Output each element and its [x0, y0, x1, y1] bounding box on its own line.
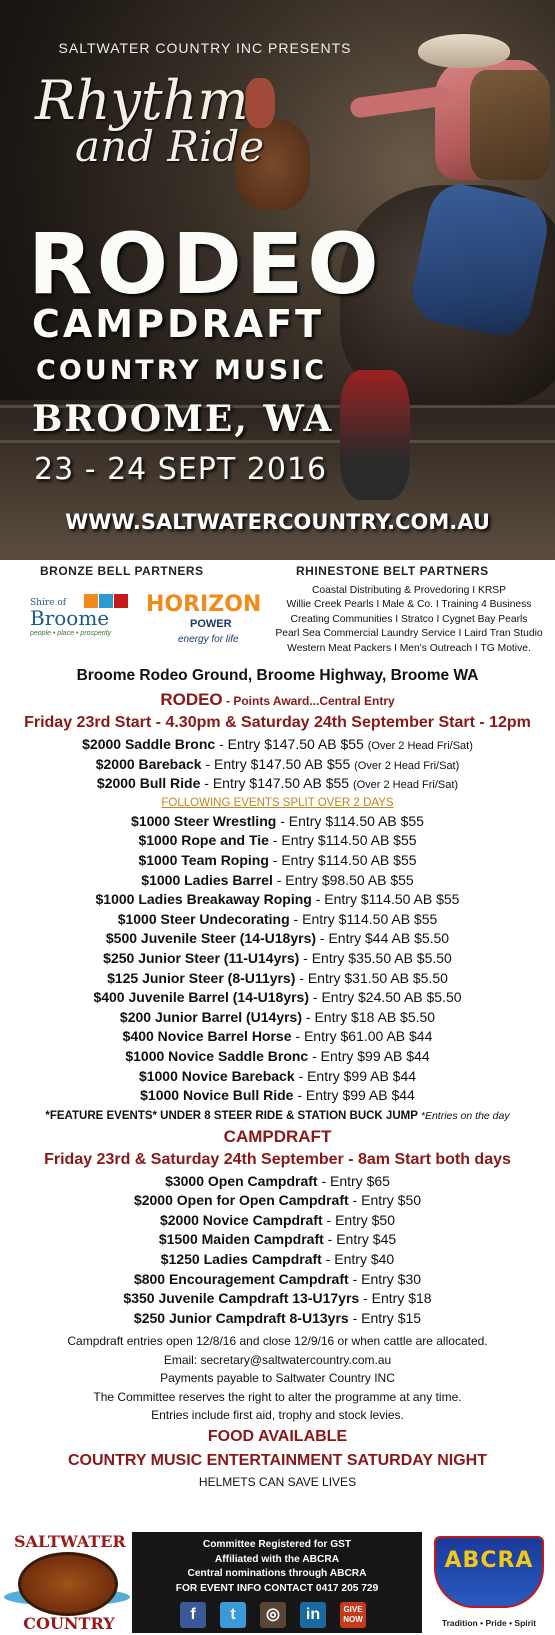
info-note: The Committee reserves the right to alter the programme at any time.: [93, 1389, 462, 1404]
event-prize: $1000 Team Roping: [138, 851, 269, 868]
contact-box: [132, 1532, 422, 1633]
country-music-heading: COUNTRY MUSIC: [36, 355, 328, 386]
shire-tagline: people • place • prosperity: [30, 630, 112, 637]
horizon-word: HORIZON: [146, 592, 262, 617]
entertainment-heading: COUNTRY MUSIC ENTERTAINMENT SATURDAY NIGHT: [68, 1451, 487, 1469]
rhinestone-partner-list: [264, 584, 554, 656]
rodeo-events-list: [0, 812, 555, 1106]
event-entry: - Entry $61.00 AB $44: [291, 1028, 433, 1045]
shire-big-text: Broome: [30, 606, 110, 630]
event-row: [0, 1211, 555, 1231]
event-entry: - Entry $99 AB $44: [293, 1087, 415, 1104]
contact-line: Affiliated with the ABCRA: [214, 1553, 340, 1565]
contact-line: FOR EVENT INFO CONTACT 0417 205 729: [175, 1582, 379, 1594]
event-prize: $2000 Saddle Bronc: [82, 736, 216, 752]
logo-bottom-text: COUNTRY: [23, 1614, 115, 1633]
feature-text: *FEATURE EVENTS* UNDER 8 STEER RIDE & STATION BUCK JUMP: [45, 1109, 421, 1122]
partner-line: Pearl Sea Commercial Laundry Service I Laird Tran Studio: [275, 628, 543, 640]
event-row: [0, 890, 555, 910]
event-entry: - Entry $114.50 AB $55: [311, 891, 460, 908]
event-entry: - Entry $18 AB $5.50: [302, 1008, 436, 1025]
event-prize: $1500 Maiden Campdraft: [158, 1231, 324, 1248]
event-note: (Over 2 Head Fri/Sat): [354, 759, 460, 772]
event-prize: $1000 Steer Wrestling: [131, 812, 277, 829]
rodeo-heading: RODEO: [28, 215, 383, 313]
event-row: [0, 910, 555, 930]
rodeo-schedule: Friday 23rd Start - 4.30pm & Saturday 24th September Start - 12pm: [24, 714, 531, 731]
event-prize: $1000 Steer Undecorating: [117, 910, 290, 927]
arena-rail: [0, 440, 555, 443]
horizon-power-word: POWER: [190, 618, 232, 630]
event-note: (Over 2 Head Fri/Sat): [352, 779, 459, 792]
event-row: [0, 812, 555, 832]
programme-section: [0, 663, 555, 1491]
cowboy-hat-image: [418, 34, 510, 68]
event-entry: - Entry $114.50 AB $55: [268, 832, 417, 849]
event-row: [0, 1172, 555, 1192]
event-prize: $2000 Bull Ride: [96, 775, 201, 792]
event-prize: $1000 Novice Bareback: [138, 1067, 295, 1084]
event-prize: $3000 Open Campdraft: [165, 1172, 318, 1189]
abcra-logo: [426, 1530, 552, 1634]
campdraft-section-title: CAMPDRAFT: [223, 1126, 332, 1146]
event-entry: - Entry $99 AB $44: [294, 1067, 417, 1084]
event-row: [0, 1027, 555, 1047]
event-entry: - Entry $99 AB $44: [308, 1047, 430, 1064]
website-link[interactable]: WWW.SALTWATERCOUNTRY.COM.AU: [65, 510, 490, 534]
venue-line: Broome Rodeo Ground, Broome Highway, Broome WA: [76, 667, 479, 684]
bronze-partners-title: BRONZE BELL PARTNERS: [40, 564, 204, 578]
event-row: [0, 774, 555, 794]
event-prize: $2000 Novice Campdraft: [159, 1211, 323, 1228]
event-row: [0, 1047, 555, 1067]
event-row: [0, 929, 555, 949]
event-row: [0, 969, 555, 989]
info-note: Campdraft entries open 12/8/16 and close 12/9/16 or when cattle are allocated.: [67, 1334, 488, 1349]
horizon-power-logo: [146, 590, 262, 646]
rodeo-major-events: [0, 735, 555, 794]
partner-line: Creating Communities I Stratco I Cygnet Bay Pearls: [290, 613, 528, 625]
campdraft-heading: CAMPDRAFT: [32, 302, 325, 346]
food-heading: FOOD AVAILABLE: [207, 1427, 348, 1445]
instagram-icon[interactable]: ◎: [260, 1602, 286, 1628]
event-row: [0, 988, 555, 1008]
contact-lines: [132, 1538, 422, 1596]
event-row: [0, 755, 555, 775]
abcra-word: ABCRA: [444, 1548, 534, 1573]
event-prize: $1000 Rope and Tie: [138, 832, 269, 849]
event-row: [0, 1067, 555, 1087]
event-prize: $2000 Open for Open Campdraft: [133, 1192, 349, 1209]
horizon-tagline: energy for life: [178, 634, 239, 645]
footer: [0, 1528, 555, 1635]
rider-vest-image: [470, 70, 550, 180]
event-row: [0, 1008, 555, 1028]
event-entry: - Entry $50: [348, 1192, 422, 1209]
event-prize: $1000 Novice Bull Ride: [140, 1087, 294, 1104]
email-note[interactable]: Email: secretary@saltwatercountry.com.au: [163, 1352, 392, 1367]
event-entry: - Entry $114.50 AB $55: [276, 812, 424, 829]
event-entry: - Entry $98.50 AB $55: [272, 871, 414, 888]
event-entry: - Entry $15: [348, 1309, 422, 1326]
give-now-icon[interactable]: GIVE NOW: [340, 1602, 366, 1628]
event-prize: $500 Juvenile Steer (14-U18yrs): [105, 930, 317, 947]
event-entry: - Entry $35.50 AB $5.50: [299, 949, 452, 966]
event-prize: $125 Junior Steer (8-U11yrs): [107, 969, 296, 986]
contact-line: Committee Registered for GST: [202, 1539, 352, 1550]
feature-note: *Entries on the day: [420, 1109, 510, 1122]
event-row: [0, 949, 555, 969]
event-row: [0, 831, 555, 851]
saltwater-country-logo: [4, 1530, 130, 1634]
event-row: [0, 735, 555, 755]
event-prize: $1000 Ladies Breakaway Roping: [95, 891, 312, 908]
event-prize: $1250 Ladies Campdraft: [160, 1251, 322, 1268]
event-entry: - Entry $65: [317, 1172, 390, 1189]
event-dates: 23 - 24 SEPT 2016: [34, 452, 328, 487]
event-entry: - Entry $114.50 AB $55: [289, 910, 438, 927]
event-entry: - Entry $18: [359, 1290, 432, 1307]
event-entry: - Entry $24.50 AB $5.50: [309, 989, 462, 1006]
event-entry: - Entry $50: [322, 1211, 395, 1228]
event-row: [0, 1309, 555, 1329]
event-entry: - Entry $147.50 AB $55: [215, 736, 368, 752]
linkedin-icon[interactable]: in: [300, 1602, 326, 1628]
rodeo-clown-image: [340, 370, 410, 500]
script-line-1: Rhythm: [35, 69, 249, 132]
event-entry: - Entry $147.50 AB $55: [201, 755, 355, 772]
shire-of-broome-logo: [30, 592, 138, 638]
location-heading: BROOME, WA: [32, 398, 334, 440]
campdraft-schedule: Friday 23rd & Saturday 24th September - 8am Start both days: [44, 1150, 511, 1168]
event-row: [0, 1230, 555, 1250]
event-prize: $350 Juvenile Campdraft 13-U17yrs: [123, 1290, 360, 1307]
event-entry: - Entry $30: [348, 1270, 422, 1287]
event-prize: $2000 Bareback: [95, 755, 202, 772]
event-row: [0, 1191, 555, 1211]
event-note: (Over 2 Head Fri/Sat): [367, 740, 473, 752]
event-prize: $200 Junior Barrel (U14yrs): [119, 1008, 302, 1025]
event-row: [0, 1270, 555, 1290]
event-prize: $800 Encouragement Campdraft: [133, 1270, 349, 1287]
event-prize: $400 Juvenile Barrel (14-U18yrs): [93, 989, 310, 1006]
partner-line: Coastal Distributing & Provedoring I KRSP: [311, 585, 506, 596]
info-note: Entries include first aid, trophy and stock levies.: [151, 1408, 404, 1423]
presents-line: SALTWATER COUNTRY INC PRESENTS: [58, 40, 352, 56]
event-prize: $1000 Ladies Barrel: [141, 871, 273, 888]
event-title-script: [35, 69, 265, 171]
partner-line: Western Meat Packers I Men's Outreach I TG Motive.: [287, 642, 531, 654]
shire-small-text: Shire of: [30, 598, 67, 608]
event-entry: - Entry $45: [323, 1231, 397, 1248]
partners-section: [0, 560, 555, 662]
event-entry: - Entry $40: [321, 1251, 395, 1268]
bull-rider-emblem-icon: [18, 1552, 118, 1616]
facebook-icon[interactable]: f: [180, 1602, 206, 1628]
rhinestone-partners-title: RHINESTONE BELT PARTNERS: [296, 564, 489, 578]
helmets-note: HELMETS CAN SAVE LIVES: [198, 1474, 357, 1489]
event-row: [0, 871, 555, 891]
event-entry: - Entry $44 AB $5.50: [316, 930, 450, 947]
rodeo-section-title: [0, 689, 555, 711]
event-row: [0, 1250, 555, 1270]
event-prize: $250 Junior Campdraft 8-U13yrs: [133, 1309, 349, 1326]
rodeo-title: RODEO: [160, 690, 223, 709]
info-note: Payments payable to Saltwater Country INC: [160, 1371, 395, 1386]
event-row: [0, 851, 555, 871]
twitter-icon[interactable]: t: [220, 1602, 246, 1628]
event-row: [0, 1086, 555, 1106]
abcra-tagline: Tradition • Pride • Spirit: [441, 1618, 537, 1628]
event-prize: $400 Novice Barrel Horse: [122, 1028, 292, 1045]
event-prize: $1000 Novice Saddle Bronc: [125, 1047, 309, 1064]
event-row: [0, 1289, 555, 1309]
rodeo-subtitle: - Points Award...Central Entry: [222, 694, 395, 708]
split-note: FOLLOWING EVENTS SPLIT OVER 2 DAYS: [161, 796, 394, 809]
event-entry: - Entry $147.50 AB $55: [200, 775, 353, 792]
social-links: [180, 1602, 376, 1628]
contact-line: Central nominations through ABCRA: [187, 1568, 367, 1579]
feature-events-line: [0, 1106, 555, 1126]
hero-banner: [0, 0, 555, 560]
campdraft-events-list: [0, 1172, 555, 1329]
event-prize: $250 Junior Steer (11-U14yrs): [103, 949, 300, 966]
logo-top-text: SALTWATER: [14, 1532, 126, 1551]
script-line-2: and Ride: [75, 122, 265, 171]
partner-line: Willie Creek Pearls I Male & Co. I Training 4 Business: [286, 599, 532, 611]
event-entry: - Entry $31.50 AB $5.50: [295, 969, 448, 986]
event-entry: - Entry $114.50 AB $55: [268, 851, 417, 868]
